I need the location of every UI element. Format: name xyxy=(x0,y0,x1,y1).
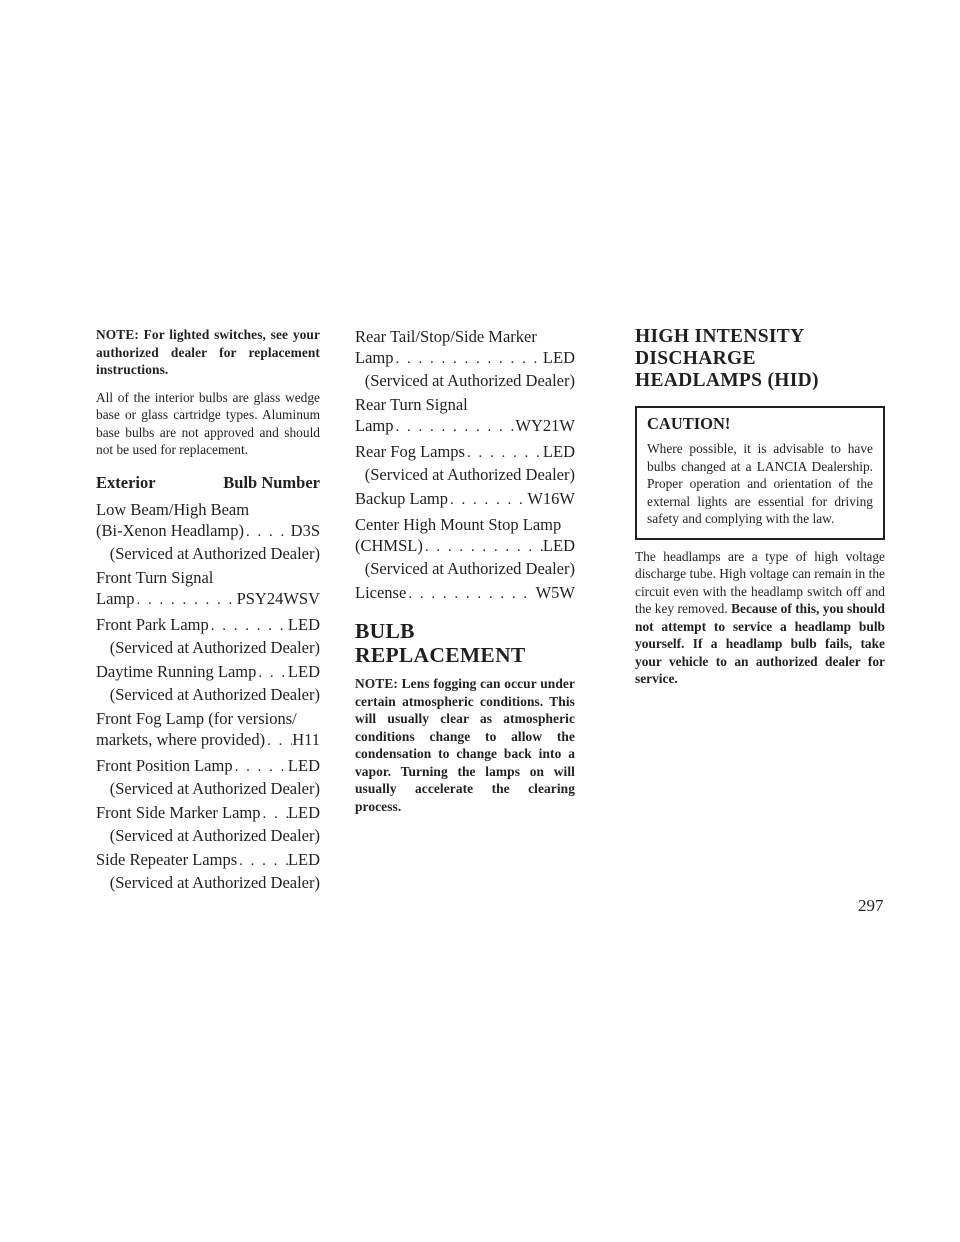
dot-leader xyxy=(265,731,292,752)
column-right xyxy=(635,326,885,702)
bulb-entry-label: Lamp xyxy=(355,348,394,367)
bulb-entry xyxy=(96,614,320,658)
dot-leader xyxy=(135,590,237,611)
dot-leader xyxy=(465,443,543,464)
serviced-note: (Serviced at Authorized Dealer) xyxy=(364,465,575,484)
bulb-entry xyxy=(96,567,320,611)
serviced-note: (Serviced at Authorized Dealer) xyxy=(109,778,320,798)
bulb-entry-line xyxy=(96,729,320,752)
bulb-entry xyxy=(96,708,320,752)
interior-bulbs-paragraph: All of the interior bulbs are glass wedge base or glass cartridge types. Aluminum base bulbs are not approved and should not be used for replacement. xyxy=(96,389,320,457)
dot-leader xyxy=(209,616,288,637)
bulb-entry-label-line: Front Turn Signal xyxy=(96,567,214,587)
column-middle xyxy=(355,326,575,825)
bulb-entry-line xyxy=(355,582,575,605)
bulb-entry-label: (CHMSL) xyxy=(355,536,423,555)
bulb-entry-line xyxy=(355,535,575,558)
headlamp-paragraph xyxy=(635,548,885,688)
bulb-number: LED xyxy=(542,348,575,367)
caution-title: CAUTION! xyxy=(647,414,731,433)
dot-leader xyxy=(448,490,527,511)
dot-leader xyxy=(233,757,288,778)
bulb-number: D3S xyxy=(290,520,320,540)
bulb-entry-line xyxy=(355,441,575,464)
dot-leader xyxy=(406,584,535,605)
bulb-number: LED xyxy=(287,661,320,681)
dot-leader xyxy=(237,851,288,872)
bulb-entry-label: Rear Fog Lamps xyxy=(355,442,465,461)
bulb-entry xyxy=(96,802,320,846)
bulb-entry-label-line: Center High Mount Stop Lamp xyxy=(355,515,562,534)
bulb-entry-line xyxy=(96,588,320,611)
header-exterior: Exterior xyxy=(96,472,156,492)
bulb-entry-line xyxy=(355,488,575,511)
bulb-entry-label: Backup Lamp xyxy=(355,489,449,508)
bulb-number: LED xyxy=(542,442,575,461)
bulb-entry xyxy=(355,488,575,511)
bulb-number: LED xyxy=(287,614,320,634)
dot-leader xyxy=(423,537,543,558)
page-number: 297 xyxy=(858,896,884,915)
dot-leader xyxy=(394,349,543,370)
bulb-entry-line xyxy=(96,520,320,543)
bulb-entry xyxy=(96,849,320,893)
caution-body: Where possible, it is advisable to have bulbs changed at a LANCIA Dealership. Proper operation and orientation of the external lights are essential for driving safety and complying with the law. xyxy=(647,441,873,526)
bulb-number: H11 xyxy=(292,729,320,749)
bulb-number: W5W xyxy=(535,583,575,602)
serviced-note: (Serviced at Authorized Dealer) xyxy=(109,825,320,845)
bulb-entry-label: Daytime Running Lamp xyxy=(96,661,257,681)
bulb-entry xyxy=(96,755,320,799)
dot-leader xyxy=(256,663,288,684)
bulb-entry-label: License xyxy=(355,583,407,602)
bulb-entry-label-line: Low Beam/High Beam xyxy=(96,499,250,519)
bulb-entry-line xyxy=(96,614,320,637)
serviced-note: (Serviced at Authorized Dealer) xyxy=(364,371,575,390)
headlamp-paragraph-warning: Because of this, you should not attempt to service a headlamp bulb yourself. If a headlamp bulb fails, take your vehicle to an authorized dealer for service. xyxy=(635,601,885,686)
bulb-number: LED xyxy=(287,755,320,775)
bulb-entry-label: markets, where provided) xyxy=(96,729,266,749)
lighted-switches-note: NOTE: For lighted switches, see your authorized dealer for replacement instructions. xyxy=(96,327,320,377)
serviced-note: (Serviced at Authorized Dealer) xyxy=(109,543,320,563)
bulb-entry-line xyxy=(96,802,320,825)
bulb-entry-label: Front Side Marker Lamp xyxy=(96,802,261,822)
bulb-entry-label: Lamp xyxy=(96,588,135,608)
bulb-number: W16W xyxy=(527,489,575,508)
serviced-note: (Serviced at Authorized Dealer) xyxy=(109,637,320,657)
bulb-number: LED xyxy=(542,536,575,555)
serviced-note: (Serviced at Authorized Dealer) xyxy=(109,872,320,892)
bulb-entry xyxy=(355,394,575,438)
bulb-entry-line xyxy=(355,415,575,438)
column-left xyxy=(96,326,320,896)
dot-leader xyxy=(261,804,288,825)
serviced-note: (Serviced at Authorized Dealer) xyxy=(109,684,320,704)
bulb-entry-line xyxy=(96,755,320,778)
bulb-entry-label: Side Repeater Lamps xyxy=(96,849,238,869)
bulb-number: LED xyxy=(287,802,320,822)
bulb-entry-line xyxy=(96,661,320,684)
rear-bulb-list xyxy=(355,326,575,605)
bulb-entry-label: (Bi-Xenon Headlamp) xyxy=(96,520,244,540)
dot-leader xyxy=(244,522,291,543)
bulb-entry xyxy=(96,499,320,564)
exterior-bulb-list xyxy=(96,499,320,893)
serviced-note: (Serviced at Authorized Dealer) xyxy=(364,559,575,578)
bulb-entry xyxy=(355,326,575,391)
headlamp-paragraph-text: The headlamps are a type of high voltage discharge tube. High voltage can remain in the circuit even with the headlamp switch off and the key removed. xyxy=(635,548,885,616)
bulb-entry xyxy=(355,441,575,485)
bulb-entry-label-line: Front Fog Lamp (for versions/ xyxy=(96,708,297,728)
header-bulb-number: Bulb Number xyxy=(223,472,320,492)
bulb-entry-line xyxy=(96,849,320,872)
dot-leader xyxy=(394,417,516,438)
lens-fogging-note: NOTE: Lens fogging can occur under certain atmospheric conditions. This will usually clear as atmospheric conditions change to allow the condensation to change back into a vapor. Turning the lamps on will usually accelerate the clearing process. xyxy=(355,676,575,814)
bulb-entry-label: Lamp xyxy=(355,416,394,435)
bulb-entry-label: Front Park Lamp xyxy=(96,614,209,634)
bulb-entry-line xyxy=(355,347,575,370)
bulb-entry-label-line: Rear Turn Signal xyxy=(355,395,468,414)
bulb-entry xyxy=(96,661,320,705)
hid-heading: HIGH INTENSITY DISCHARGE HEADLAMPS (HID) xyxy=(635,326,819,391)
bulb-replacement-heading: BULB REPLACEMENT xyxy=(355,619,526,667)
bulb-table-header xyxy=(96,473,320,493)
bulb-entry xyxy=(355,582,575,605)
bulb-entry-label: Front Position Lamp xyxy=(96,755,233,775)
bulb-entry-label-line: Rear Tail/Stop/Side Marker xyxy=(355,327,537,346)
bulb-number: LED xyxy=(287,849,320,869)
bulb-entry xyxy=(355,514,575,579)
bulb-number: WY21W xyxy=(515,416,575,435)
bulb-number: PSY24WSV xyxy=(236,588,320,608)
caution-box xyxy=(635,406,885,540)
